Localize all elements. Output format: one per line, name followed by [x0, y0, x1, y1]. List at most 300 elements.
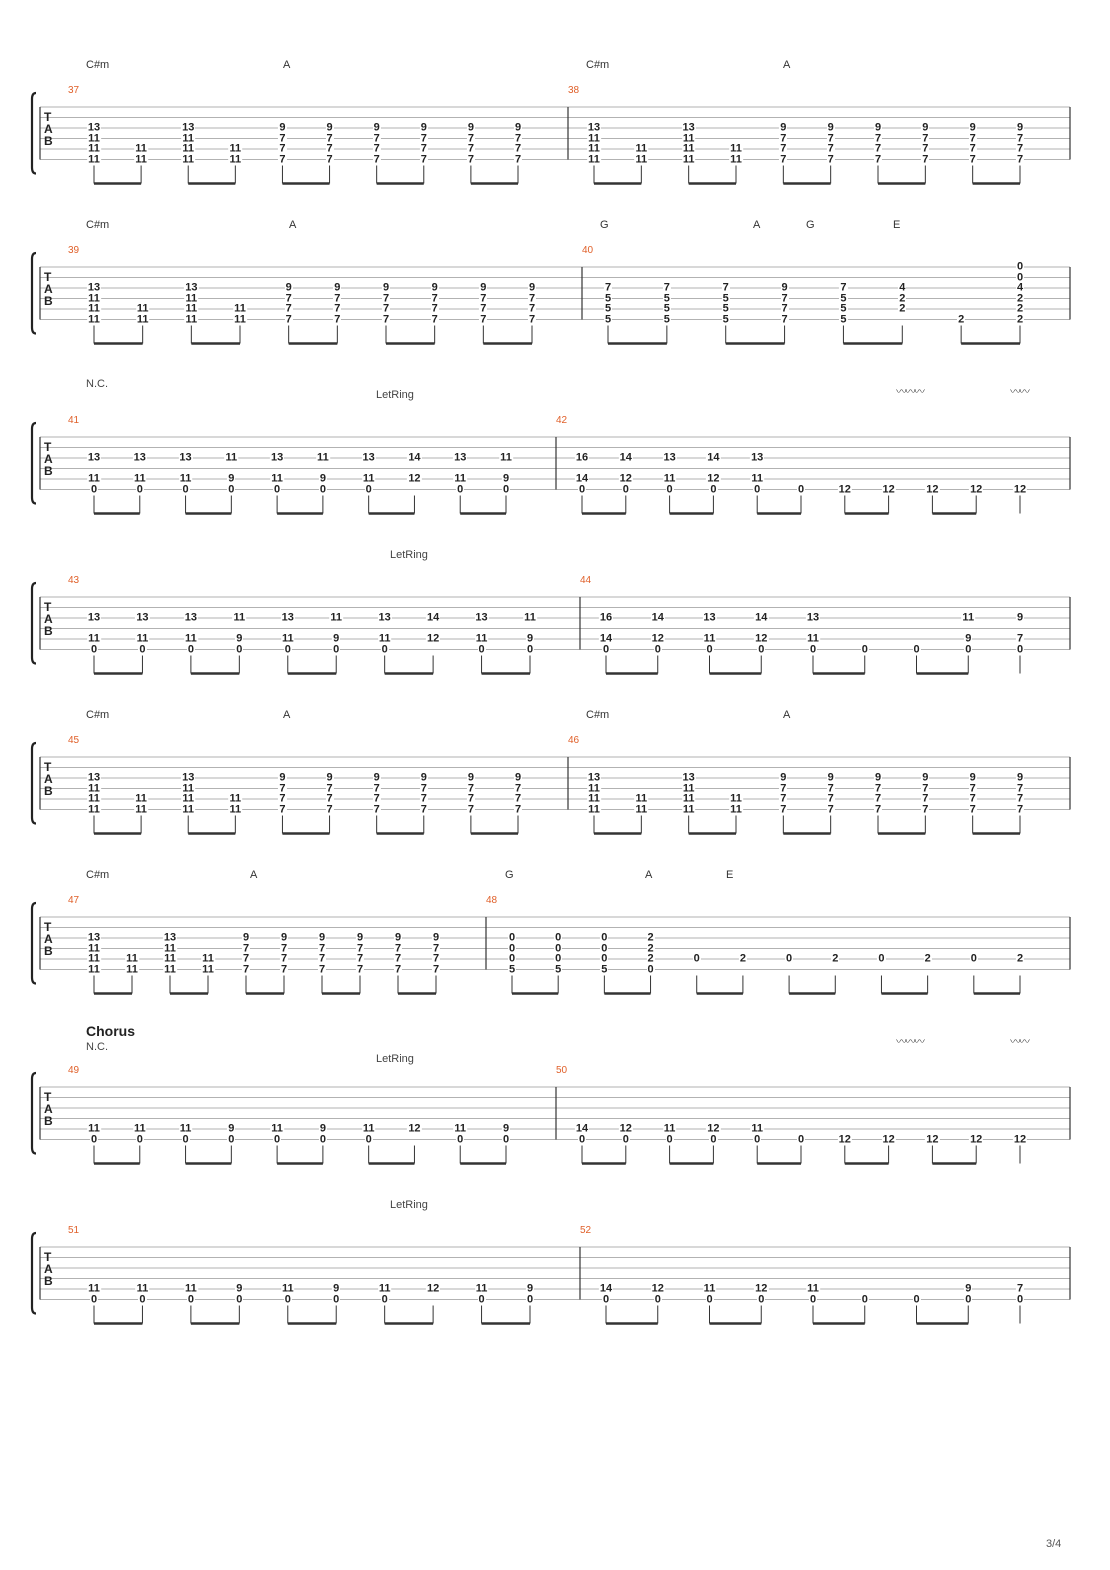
- fret-number: 7: [431, 302, 438, 315]
- fret-number: 0: [602, 1293, 610, 1305]
- fret-number: 0: [457, 1133, 464, 1145]
- fret-number: 11: [88, 292, 100, 304]
- fret-number: 9: [333, 632, 340, 645]
- fret-number: 0: [602, 643, 610, 655]
- tab-clef-letter: B: [44, 944, 53, 958]
- system-brace: [32, 743, 36, 824]
- fret-number: 2: [899, 292, 906, 304]
- fret-number: 11: [703, 632, 716, 645]
- fret-number: 13: [663, 451, 676, 464]
- fret-number: 7: [280, 942, 288, 954]
- fret-number: 13: [703, 611, 716, 624]
- fret-number: 7: [467, 132, 474, 144]
- fret-number: 0: [333, 643, 340, 655]
- fret-number: 14: [755, 611, 768, 624]
- fret-number: 11: [682, 132, 695, 144]
- fret-number: 11: [682, 142, 695, 155]
- tab-clef-letter: A: [44, 1262, 53, 1276]
- fret-number: 7: [969, 142, 976, 155]
- fret-number: 14: [575, 472, 589, 485]
- fret-number: 11: [234, 302, 246, 315]
- fret-number: 0: [861, 1293, 868, 1305]
- fret-number: 9: [285, 281, 292, 294]
- measure-number: 49: [68, 1065, 80, 1076]
- fret-number: 13: [87, 281, 101, 294]
- vibrato-mark: 〰〰: [1010, 386, 1028, 398]
- chord-symbol: A: [783, 709, 791, 721]
- fret-number: 11: [182, 803, 195, 815]
- fret-number: 7: [874, 803, 882, 815]
- fret-number: 0: [710, 483, 717, 495]
- system-brace: [32, 1233, 36, 1314]
- fret-number: 0: [555, 942, 562, 954]
- fret-number: 0: [1016, 1293, 1024, 1305]
- tab-clef-letter: B: [44, 134, 53, 148]
- fret-number: 13: [179, 451, 192, 464]
- fret-number: 0: [90, 1293, 98, 1305]
- fret-number: 0: [601, 942, 608, 954]
- fret-number: 5: [663, 302, 670, 315]
- fret-number: 11: [524, 611, 536, 624]
- fret-number: 7: [420, 792, 427, 805]
- chord-symbol: C#m: [586, 709, 610, 721]
- fret-number: 5: [663, 292, 670, 304]
- staff-lines: [0, 705, 1110, 865]
- fret-number: 5: [722, 292, 729, 304]
- fret-number: 14: [575, 1122, 589, 1135]
- fret-number: 2: [1016, 952, 1024, 965]
- fret-number: 9: [502, 472, 510, 485]
- tab-system-6: [0, 865, 1110, 1025]
- fret-number: 11: [962, 611, 975, 624]
- fret-number: 11: [185, 1282, 197, 1295]
- fret-number: 7: [780, 782, 787, 794]
- fret-number: 12: [619, 472, 632, 485]
- fret-number: 7: [394, 963, 402, 975]
- fret-number: 4: [1016, 281, 1024, 294]
- chord-symbol: C#m: [86, 59, 110, 71]
- fret-number: 11: [271, 1122, 283, 1135]
- tab-system-3: [0, 375, 1110, 535]
- tab-clef-letter: A: [44, 282, 53, 296]
- fret-number: 11: [330, 611, 343, 624]
- fret-number: 7: [285, 302, 292, 315]
- tab-system-1: [0, 55, 1110, 215]
- fret-number: 11: [185, 632, 197, 645]
- fret-number: 7: [827, 782, 834, 794]
- fret-number: 9: [333, 1282, 340, 1295]
- chord-symbol: A: [283, 709, 291, 721]
- staff-lines: [0, 55, 1110, 215]
- fret-number: 5: [604, 302, 612, 315]
- fret-number: 11: [751, 1122, 764, 1135]
- tab-clef-letter: B: [44, 624, 53, 638]
- fret-number: 0: [228, 1133, 235, 1145]
- fret-number: 9: [319, 472, 326, 485]
- fret-number: 9: [1016, 611, 1024, 624]
- fret-number: 0: [555, 952, 562, 965]
- fret-number: 0: [182, 483, 189, 495]
- fret-number: 11: [182, 132, 195, 144]
- fret-number: 0: [502, 483, 510, 495]
- fret-number: 11: [454, 472, 467, 485]
- fret-number: 12: [838, 483, 851, 495]
- fret-number: 5: [555, 963, 562, 975]
- chord-symbol: C#m: [586, 59, 610, 71]
- chord-symbol: A: [645, 869, 653, 881]
- fret-number: 0: [187, 643, 194, 655]
- fret-number: 11: [281, 632, 294, 645]
- fret-number: 11: [136, 313, 149, 325]
- fret-number: 7: [242, 963, 250, 975]
- fret-number: 5: [604, 292, 612, 304]
- fret-number: 11: [234, 313, 246, 325]
- tab-clef-letter: T: [44, 1090, 52, 1104]
- fret-number: 0: [333, 1293, 340, 1305]
- fret-number: 7: [242, 942, 250, 954]
- fret-number: 2: [739, 952, 746, 965]
- fret-number: 7: [394, 942, 402, 954]
- fret-number: 7: [840, 281, 847, 294]
- fret-number: 12: [882, 1133, 895, 1145]
- fret-number: 7: [467, 792, 474, 805]
- fret-number: 0: [601, 952, 608, 965]
- staff-lines: [0, 535, 1110, 695]
- fret-number: 0: [136, 483, 143, 495]
- fret-number: 7: [722, 281, 729, 294]
- fret-number: 9: [373, 771, 380, 784]
- fret-number: 11: [588, 792, 600, 805]
- fret-number: 11: [182, 142, 195, 155]
- fret-number: 0: [601, 931, 608, 944]
- fret-number: 9: [467, 771, 474, 784]
- fret-number: 7: [326, 153, 333, 165]
- fret-number: 7: [514, 782, 522, 794]
- fret-number: 0: [965, 1293, 972, 1305]
- fret-number: 9: [781, 281, 788, 294]
- fret-number: 14: [599, 632, 613, 645]
- fret-number: 7: [420, 142, 427, 155]
- fret-number: 9: [874, 121, 882, 134]
- tab-clef-letter: A: [44, 1102, 53, 1116]
- fret-number: 7: [356, 942, 364, 954]
- fret-number: 11: [807, 632, 819, 645]
- staff-lines: [0, 1185, 1110, 1345]
- fret-number: 2: [1016, 302, 1024, 315]
- fret-number: 2: [899, 302, 906, 315]
- fret-number: 0: [555, 931, 562, 944]
- chord-symbol: C#m: [86, 709, 110, 721]
- fret-number: 0: [365, 483, 372, 495]
- tab-clef-letter: B: [44, 294, 53, 308]
- measure-number: 43: [68, 575, 80, 586]
- fret-number: 12: [707, 472, 720, 485]
- fret-number: 13: [87, 121, 101, 134]
- chord-symbol: C#m: [86, 219, 110, 231]
- fret-number: 9: [382, 281, 390, 294]
- fret-number: 12: [882, 483, 895, 495]
- fret-number: 0: [274, 483, 281, 495]
- fret-number: 9: [318, 931, 326, 944]
- chord-symbol: E: [726, 869, 734, 881]
- fret-number: 0: [578, 1133, 586, 1145]
- no-chord-label: N.C.: [86, 1041, 108, 1053]
- tab-clef-letter: A: [44, 612, 53, 626]
- fret-number: 11: [88, 142, 100, 155]
- fret-number: 7: [242, 952, 250, 965]
- fret-number: 2: [958, 313, 965, 325]
- fret-number: 11: [682, 792, 695, 805]
- fret-number: 7: [432, 963, 440, 975]
- fret-number: 14: [707, 451, 720, 464]
- staff-lines: [0, 375, 1110, 535]
- measure-number: 42: [556, 415, 568, 426]
- fret-number: 11: [730, 142, 742, 155]
- fret-number: 0: [754, 1133, 761, 1145]
- fret-number: 11: [682, 782, 695, 794]
- fret-number: 13: [682, 771, 695, 784]
- tab-clef-letter: T: [44, 1250, 52, 1264]
- fret-number: 7: [432, 942, 440, 954]
- system-brace: [32, 903, 36, 984]
- fret-number: 0: [508, 931, 516, 944]
- fret-number: 5: [722, 302, 729, 315]
- fret-number: 0: [502, 1133, 510, 1145]
- fret-number: 0: [381, 1293, 388, 1305]
- fret-number: 9: [526, 1282, 534, 1295]
- fret-number: 2: [1016, 313, 1024, 325]
- fret-number: 7: [827, 792, 834, 805]
- fret-number: 2: [1016, 292, 1024, 304]
- fret-number: 11: [588, 782, 600, 794]
- fret-number: 7: [467, 142, 474, 155]
- fret-number: 0: [809, 643, 817, 655]
- fret-number: 13: [185, 281, 198, 294]
- fret-number: 7: [874, 153, 882, 165]
- fret-number: 7: [922, 132, 929, 144]
- fret-number: 0: [861, 643, 868, 655]
- fret-number: 7: [467, 803, 474, 815]
- let-ring-label: LetRing: [376, 1053, 414, 1065]
- measure-number: 39: [68, 245, 80, 256]
- fret-number: 0: [654, 1293, 661, 1305]
- fret-number: 12: [970, 483, 983, 495]
- fret-number: 7: [922, 142, 929, 155]
- fret-number: 7: [922, 803, 929, 815]
- fret-number: 0: [758, 643, 765, 655]
- fret-number: 11: [378, 1282, 391, 1295]
- fret-number: 13: [182, 121, 195, 134]
- let-ring-label: LetRing: [376, 389, 414, 401]
- fret-number: 7: [780, 803, 787, 815]
- measure-number: 41: [68, 415, 80, 426]
- fret-number: 9: [874, 771, 882, 784]
- measure-number: 46: [568, 735, 580, 746]
- let-ring-label: LetRing: [390, 549, 428, 561]
- fret-number: 16: [599, 611, 613, 624]
- fret-number: 9: [965, 1282, 972, 1295]
- system-brace: [32, 583, 36, 664]
- fret-number: 0: [970, 952, 977, 965]
- fret-number: 11: [126, 963, 138, 975]
- fret-number: 11: [135, 153, 147, 165]
- fret-number: 13: [184, 611, 197, 624]
- fret-number: 11: [182, 153, 195, 165]
- no-chord-label: N.C.: [86, 378, 108, 390]
- fret-number: 7: [373, 153, 380, 165]
- fret-number: 11: [136, 302, 149, 315]
- fret-number: 0: [526, 1293, 534, 1305]
- fret-number: 13: [133, 451, 146, 464]
- system-brace: [32, 423, 36, 504]
- fret-number: 7: [318, 963, 326, 975]
- fret-number: 13: [475, 611, 488, 624]
- fret-number: 7: [356, 963, 364, 975]
- fret-number: 11: [454, 1122, 467, 1135]
- tab-clef-letter: B: [44, 784, 53, 798]
- fret-number: 7: [514, 803, 522, 815]
- fret-number: 11: [88, 313, 100, 325]
- fret-number: 11: [281, 1282, 294, 1295]
- fret-number: 7: [514, 792, 522, 805]
- fret-number: 7: [528, 292, 536, 304]
- fret-number: 0: [478, 643, 485, 655]
- fret-number: 9: [827, 771, 834, 784]
- fret-number: 0: [457, 483, 464, 495]
- fret-number: 7: [922, 153, 929, 165]
- tab-clef-letter: B: [44, 1114, 53, 1128]
- tab-clef-letter: A: [44, 452, 53, 466]
- fret-number: 9: [373, 121, 380, 134]
- tab-clef-letter: T: [44, 920, 52, 934]
- fret-number: 7: [781, 302, 788, 315]
- fret-number: 0: [693, 952, 700, 965]
- fret-number: 9: [467, 121, 474, 134]
- fret-number: 0: [706, 1293, 713, 1305]
- fret-number: 7: [480, 292, 487, 304]
- measure-number: 51: [68, 1225, 80, 1236]
- fret-number: 13: [163, 931, 177, 944]
- fret-number: 7: [467, 153, 474, 165]
- fret-number: 7: [420, 803, 427, 815]
- fret-number: 11: [500, 451, 512, 464]
- system-brace: [32, 93, 36, 174]
- fret-number: 14: [408, 451, 421, 464]
- fret-number: 11: [703, 1282, 716, 1295]
- fret-number: 5: [840, 292, 847, 304]
- fret-number: 11: [730, 153, 742, 165]
- fret-number: 9: [965, 632, 972, 645]
- staff-lines: [0, 1025, 1110, 1185]
- fret-number: 7: [1016, 803, 1024, 815]
- fret-number: 11: [378, 632, 391, 645]
- fret-number: 0: [809, 1293, 817, 1305]
- fret-number: 7: [874, 792, 882, 805]
- fret-number: 7: [1016, 132, 1024, 144]
- fret-number: 0: [90, 1133, 98, 1145]
- fret-number: 7: [827, 153, 834, 165]
- fret-number: 7: [528, 302, 536, 315]
- fret-number: 7: [969, 153, 976, 165]
- fret-number: 9: [319, 1122, 326, 1135]
- fret-number: 7: [334, 313, 341, 325]
- fret-number: 12: [408, 472, 421, 485]
- fret-number: 0: [139, 1293, 146, 1305]
- fret-number: 7: [285, 292, 292, 304]
- fret-number: 13: [182, 771, 195, 784]
- fret-number: 7: [1016, 632, 1024, 645]
- fret-number: 7: [514, 153, 522, 165]
- fret-number: 12: [426, 632, 440, 645]
- fret-number: 5: [601, 963, 608, 975]
- chord-symbol: A: [783, 59, 791, 71]
- fret-number: 0: [965, 643, 972, 655]
- fret-number: 14: [599, 1282, 613, 1295]
- fret-number: 5: [663, 313, 670, 325]
- fret-number: 11: [202, 963, 214, 975]
- fret-number: 7: [969, 792, 976, 805]
- chord-symbol: G: [806, 219, 815, 231]
- fret-number: 11: [133, 472, 146, 485]
- fret-number: 11: [730, 792, 742, 805]
- fret-number: 0: [526, 643, 534, 655]
- fret-number: 9: [514, 771, 522, 784]
- fret-number: 0: [139, 643, 146, 655]
- fret-number: 13: [806, 611, 820, 624]
- fret-number: 0: [578, 483, 586, 495]
- tab-system-5: [0, 705, 1110, 865]
- fret-number: 0: [319, 483, 326, 495]
- fret-number: 0: [1016, 260, 1024, 273]
- fret-number: 13: [87, 931, 101, 944]
- fret-number: 7: [528, 313, 536, 325]
- fret-number: 7: [514, 132, 522, 144]
- fret-number: 12: [1013, 1133, 1027, 1145]
- fret-number: 9: [326, 121, 333, 134]
- fret-number: 11: [635, 792, 648, 805]
- fret-number: 14: [651, 611, 664, 624]
- system-brace: [32, 253, 36, 334]
- fret-number: 7: [356, 952, 364, 965]
- fret-number: 14: [619, 451, 632, 464]
- fret-number: 7: [514, 142, 522, 155]
- tab-clef-letter: A: [44, 122, 53, 136]
- fret-number: 9: [356, 931, 364, 944]
- fret-number: 7: [279, 782, 286, 794]
- fret-number: 5: [840, 302, 847, 315]
- fret-number: 7: [382, 302, 390, 315]
- fret-number: 0: [647, 963, 654, 975]
- chord-symbol: E: [893, 219, 901, 231]
- fret-number: 11: [164, 963, 176, 975]
- chord-symbol: G: [505, 869, 514, 881]
- fret-number: 7: [969, 132, 976, 144]
- fret-number: 0: [508, 942, 516, 954]
- fret-number: 0: [797, 1133, 805, 1145]
- fret-number: 11: [179, 1122, 192, 1135]
- fret-number: 9: [780, 771, 787, 784]
- fret-number: 7: [394, 952, 402, 965]
- fret-number: 0: [1016, 271, 1024, 283]
- fret-number: 12: [651, 632, 664, 645]
- fret-number: 7: [285, 313, 292, 325]
- fret-number: 7: [780, 153, 787, 165]
- fret-number: 12: [926, 1133, 939, 1145]
- fret-number: 0: [236, 643, 243, 655]
- fret-number: 9: [528, 281, 536, 294]
- fret-number: 7: [326, 142, 333, 155]
- fret-number: 7: [431, 292, 438, 304]
